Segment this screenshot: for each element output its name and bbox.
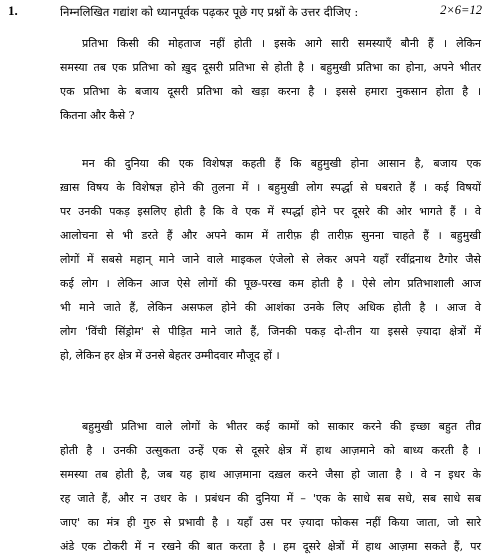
paragraph-line: प्रतिभा किसी की मोहताज नहीं होती । इसके आगे सारी समस्याएँ बौनी हैं । लेकिन <box>82 37 481 50</box>
paragraph-line: जाए' का मंत्र ही गुरु से प्रभावी है । यहाँ उस पर ज़्यादा फोकस नहीं किया जाता, जो सारे <box>60 516 481 529</box>
paragraph-line: रह जाते हैं, और न उधर के । प्रबंधन की दुनिया में – 'एक के साधे सब सधे, सब साधे सब <box>60 492 481 505</box>
paragraph-line: आलोचना से भी डरते हैं और अपने काम में तारीफ़ ही तारीफ़ सुनना चाहते हैं । बहुमुखी <box>60 229 481 242</box>
paragraph-line: ख़ास विषय के विशेषज्ञ होने की तुलना में । बहुमुखी लोग स्पर्द्धा से घबराते हैं । कई विषयों <box>60 181 481 194</box>
passage-paragraph-3 <box>60 415 481 559</box>
paragraph-line: कई लोग । लेकिन आज ऐसे लोगों की पूछ-परख कम होती है । ऐसे लोग प्रतिभाशाली आज <box>60 277 481 290</box>
paragraph-line: एक प्रतिभा के बजाय दूसरी प्रतिभा को खड़ा करना है । इससे हमारा नुकसान होता है । <box>60 85 481 98</box>
question-instruction: निम्नलिखित गद्यांश को ध्यानपूर्वक पढ़कर पूछे गए प्रश्नों के उत्तर दीजिए : <box>60 5 359 19</box>
passage-paragraph-1 <box>60 32 481 128</box>
paragraph-line: कितना और कैसे ? <box>60 109 135 122</box>
passage-paragraph-2 <box>60 152 481 368</box>
paragraph-line: लोग 'विंची सिंड्रोम' से पीड़ित माने जाते हैं, जिनकी पकड़ दो-तीन या इससे ज़्यादा क्षेत्रों में <box>60 325 481 338</box>
paragraph-line: अंडे एक टोकरी में न रखने की बात करता है । हम दूसरे क्षेत्रों में हाथ आज़मा सकते हैं, पर <box>60 540 481 553</box>
paragraph-line: भी माने जाते हैं, लेकिन असफल होने की आशंका उनके लिए अधिक होती है । आज वे <box>60 301 481 314</box>
paragraph-line: हो, लेकिन हर क्षेत्र में उनसे बेहतर उम्मीदवार मौजूद हों । <box>60 349 280 362</box>
paragraph-line: लोगों में सबसे महान् माने जाने वाले माइकल एंजेलो से लेकर अपने यहाँ रवींद्रनाथ टैगोर जैसे <box>60 253 481 266</box>
paragraph-line: समस्या तब होती है, जब यह हाथ आज़माना दख़ल करने जैसा हो जाता है । वे न इधर के <box>60 468 481 481</box>
paragraph-line: बहुमुखी प्रतिभा वाले लोगों के भीतर कई कामों को साकार करने की इच्छा बहुत तीव्र <box>82 420 481 433</box>
paragraph-line: होती है । उनकी उत्सुकता उन्हें एक से दूसरे क्षेत्र में हाथ आज़माने को बाध्य करती है । <box>60 444 481 457</box>
question-number: 1. <box>8 3 18 18</box>
marks-allocation: 2×6=12 <box>440 3 482 17</box>
paragraph-line: मन की दुनिया की एक विशेषज्ञ कहती हैं कि बहुमुखी होना आसान है, बजाय एक <box>82 157 481 170</box>
paragraph-line: समस्या तब एक प्रतिभा को ख़ुद दूसरी प्रतिभा से होती है । बहुमुखी प्रतिभा का होना, अपने भीतर <box>60 61 481 74</box>
paragraph-line: पर उनकी पकड़ इसलिए होती है कि वे एक में स्पर्द्धा होने पर दूसरे की ओर भागते हैं । वे <box>60 205 481 218</box>
